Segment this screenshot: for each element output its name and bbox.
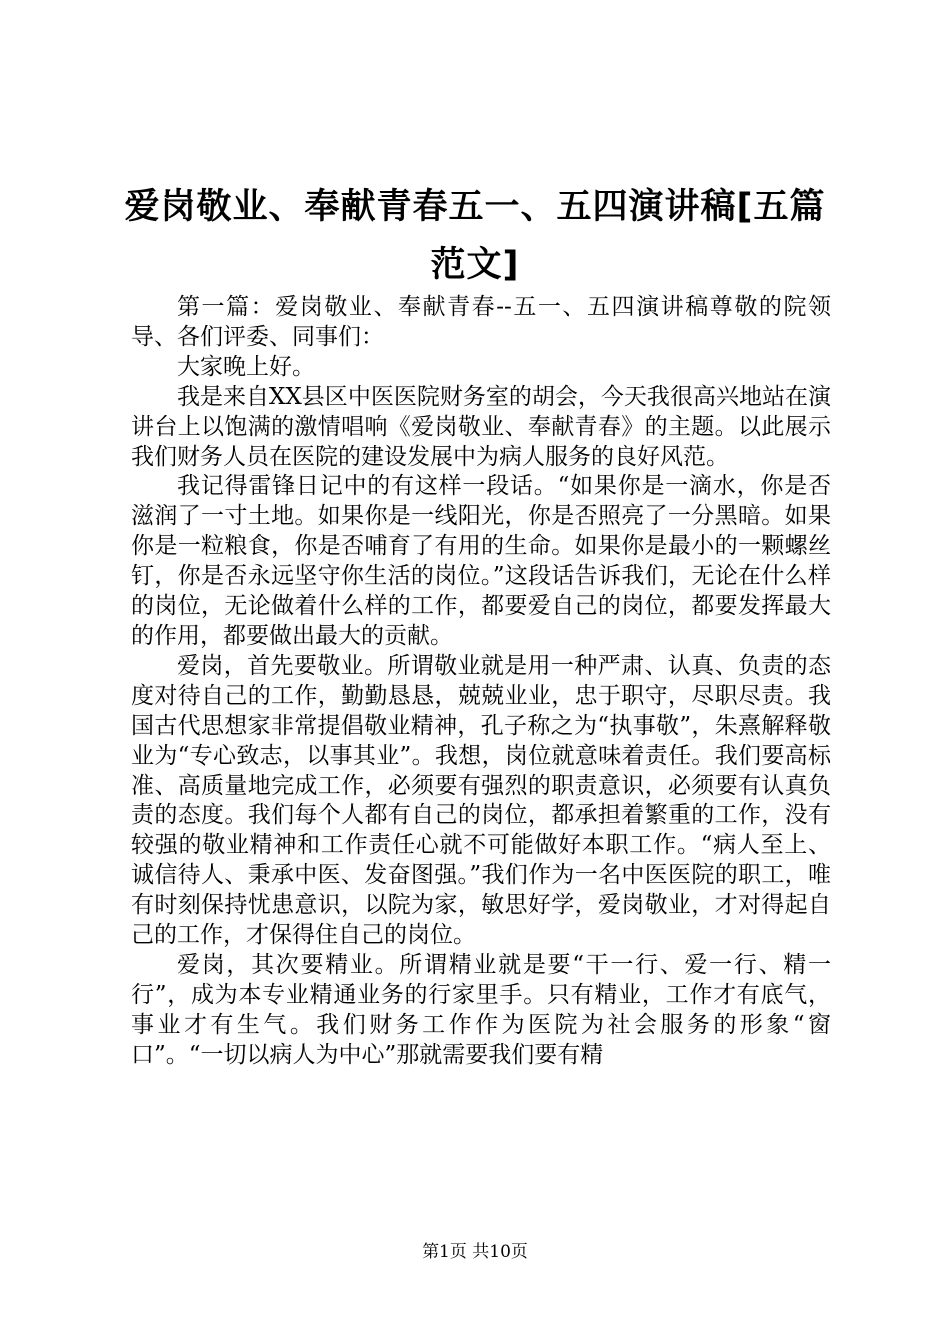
paragraph: 第一篇：爱岗敬业、奉献青春--五一、五四演讲稿尊敬的院领导、各们评委、同事们： — [131, 294, 831, 350]
document-title: 爱岗敬业、奉献青春五一、五四演讲稿[五篇范文] — [124, 187, 826, 285]
paragraph: 大家晚上好。 — [177, 353, 315, 380]
paragraph: 爱岗，首先要敬业。所谓敬业就是用一种严肃、认真、负责的态度对待自己的工作，勤勤恳恳，兢兢业业，忠于职守，尽职尽责。我国古代思想家非常提倡敬业精神，孔子称之为“执事敬”，朱熹解释敬业为“专心致志，以事其业”。我想，岗位就意味着责任。我们要高标准、高质量地完成工作，必须要有强烈的职责意识，必须要有认真负责的态度。我们每个人都有自己的岗位，都承担着繁重的工作，没有较强的敬业精神和工作责任心就不可能做好本职工作。“病人至上、诚信待人、秉承中医、发奋图强。”我们作为一名中医医院的职工，唯有时刻保持忧患意识，以院为家，敏思好学，爱岗敬业，才对得起自己的工作，才保得住自己的岗位。 — [131, 652, 831, 949]
paragraph: 爱岗，其次要精业。所谓精业就是要“干一行、爱一行、精一行”，成为本专业精通业务的行家里手。只有精业，工作才有底气，事业才有生气。我们财务工作作为医院为社会服务的形象“窗口”。“一切以病人为中心”那就需要我们要有精 — [131, 951, 831, 1068]
page-number-footer: 第1页 共10页 — [422, 1242, 528, 1262]
paragraph: 我是来自XX县区中医医院财务室的胡会，今天我很高兴地站在演讲台上以饱满的激情唱响《爱岗敬业、奉献青春》的主题。以此展示我们财务人员在医院的建设发展中为病人服务的良好风范。 — [131, 383, 831, 470]
paragraph: 我记得雷锋日记中的有这样一段话。“如果你是一滴水，你是否滋润了一寸土地。如果你是一线阳光，你是否照亮了一分黑暗。如果你是一粒粮食，你是否哺育了有用的生命。如果你是最小的一颗螺丝钉，你是否永远坚守你生活的岗位。”这段话告诉我们，无论在什么样的岗位，无论做着什么样的工作，都要爱自己的岗位，都要发挥最大的作用，都要做出最大的贡献。 — [131, 473, 831, 649]
document-body — [131, 293, 831, 1071]
